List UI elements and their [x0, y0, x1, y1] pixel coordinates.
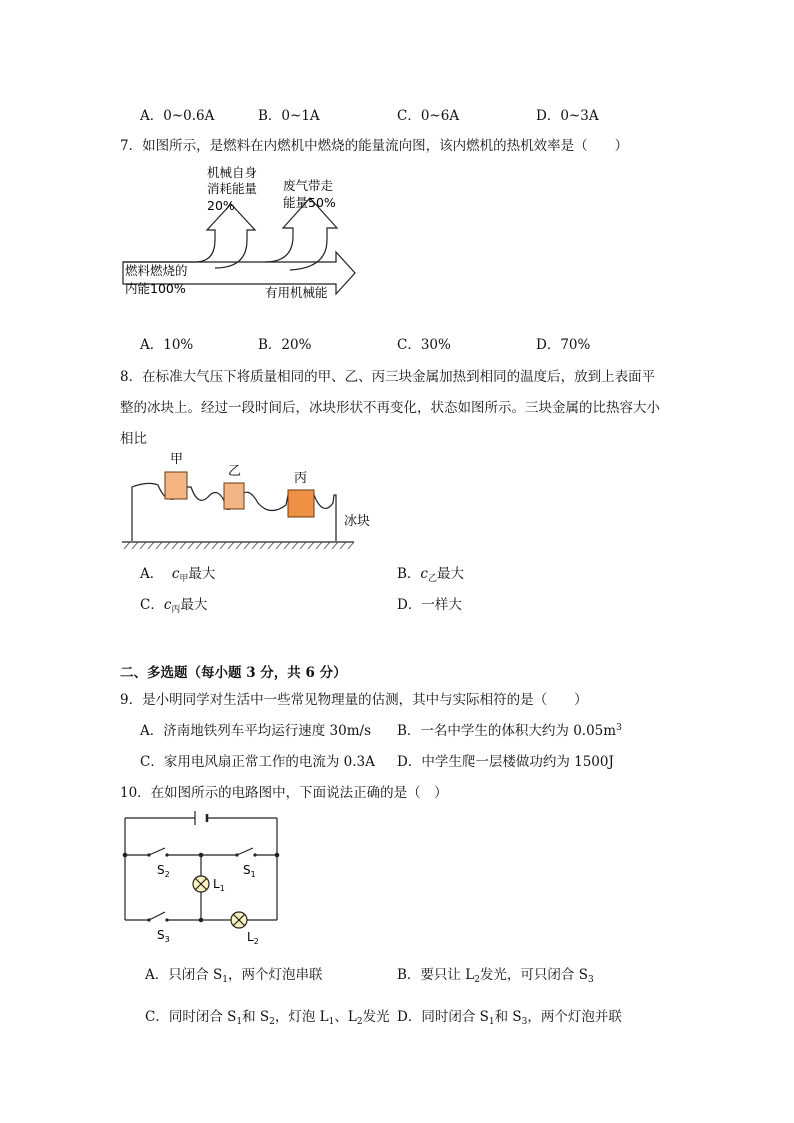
option-letter: A．	[140, 566, 164, 582]
label-bing: 丙	[294, 471, 308, 486]
option-text: 70%	[560, 337, 591, 353]
switch-s3-blade	[149, 912, 165, 920]
fuel-label-1: 燃料燃烧的	[125, 263, 188, 278]
option-text: B．一名中学生的体积大约为 0.05m	[397, 723, 617, 739]
label-jia: 甲	[170, 452, 184, 467]
q7-option-b	[258, 333, 311, 353]
option-text: 最大	[188, 566, 216, 582]
option-letter: B．	[258, 337, 282, 353]
option-letter: C．	[397, 337, 421, 353]
q8-option-b	[397, 562, 464, 584]
q8-ice-diagram	[118, 445, 388, 550]
option-letter: B．	[258, 108, 282, 124]
q9-option-d: D．中学生爬一层楼做功约为 1500J	[397, 754, 614, 770]
q10-option-d: D．同时闭合 $S_1$和 $S_3$，两个灯泡并联	[397, 1009, 622, 1027]
q6-option-a	[140, 104, 214, 124]
subscript: 甲	[179, 574, 189, 584]
ground-hatching	[124, 542, 354, 549]
mech-label-1: 机械自身	[207, 165, 258, 180]
metal-block-jia	[165, 472, 187, 499]
switch-s1-blade	[237, 848, 253, 855]
option-text: 20%	[281, 337, 312, 353]
option-text: 0~1A	[281, 108, 320, 124]
q7-option-c	[397, 333, 451, 353]
symbol-c: c	[163, 597, 172, 613]
q9-stem: 9．是小明同学对生活中一些常见物理量的估测，其中与实际相符的是（ ）	[120, 692, 588, 708]
label-s3: $S_3$	[157, 928, 170, 944]
q8-option-a	[140, 562, 215, 584]
mechanical-loss-arrow	[123, 204, 255, 268]
mech-label-3: 20%	[207, 198, 235, 213]
q8-stem-line-1: 8．在标准大气压下将质量相同的甲、乙、丙三块金属加热到相同的温度后，放到上表面平	[120, 369, 656, 385]
option-text: 最大	[437, 566, 464, 582]
mech-label-2: 消耗能量	[207, 181, 258, 196]
metal-block-yi	[224, 483, 244, 509]
q6-option-b	[258, 104, 320, 124]
subscript: 乙	[427, 574, 437, 584]
metal-block-bing	[288, 490, 314, 517]
option-letter: B．	[397, 566, 421, 582]
option-text: 一样大	[421, 597, 462, 613]
q10-option-c: C．同时闭合 $S_1$和 $S_2$，灯泡 $L_1$、$L_2$发光	[145, 1009, 390, 1027]
option-letter: A．	[140, 337, 164, 353]
q10-option-b: B．要只让 $L_2$发光，可只闭合 $S_3$	[397, 967, 594, 985]
option-text: 0~0.6A	[163, 108, 215, 124]
label-s1: $S_1$	[243, 863, 256, 879]
option-letter: D．	[536, 337, 561, 353]
option-letter: C．	[397, 108, 421, 124]
q8-stem-line-3: 相比	[120, 431, 147, 447]
option-text: 0~6A	[420, 108, 460, 124]
q10-circuit-diagram	[115, 808, 290, 948]
q9-option-a: A．济南地铁列车平均运行速度 30m/s	[140, 723, 371, 739]
q7-option-a	[140, 333, 193, 353]
section-heading: 二、多选题（每小题 3 分，共 6 分）	[120, 665, 347, 681]
switch-s2-blade	[149, 848, 165, 855]
label-yi: 乙	[228, 464, 242, 479]
lamp-l2-icon	[231, 912, 247, 928]
option-letter: D．	[397, 597, 422, 613]
q8-stem-line-2: 整的冰块上。经过一段时间后，冰块形状不再变化，状态如图所示。三块金属的比热容大小	[120, 400, 660, 416]
label-l2: $L_2$	[247, 930, 259, 946]
option-text: 10%	[163, 337, 194, 353]
lamp-l1-icon	[193, 876, 209, 892]
fuel-label-2: 内能100%	[125, 281, 186, 296]
superscript: 3	[616, 723, 622, 733]
label-s2: $S_2$	[157, 863, 170, 879]
q10-option-a: A．只闭合 $S_1$，两个灯泡串联	[145, 967, 323, 985]
option-text: 0~3A	[560, 108, 599, 124]
subscript: 丙	[171, 605, 181, 615]
q7-stem: 7．如图所示，是燃料在内燃机中燃烧的能量流向图，该内燃机的热机效率是（ ）	[120, 138, 629, 154]
option-text: 30%	[420, 337, 451, 353]
q9-option-b	[397, 719, 622, 739]
q9-option-c: C．家用电风扇正常工作的电流为 0.3A	[140, 754, 375, 770]
q6-option-d	[536, 104, 599, 124]
label-l1: $L_1$	[213, 877, 225, 893]
exhaust-label-2: 能量50%	[283, 195, 336, 210]
exhaust-label-1: 废气带走	[283, 178, 334, 193]
q8-option-c	[140, 593, 207, 615]
useful-label: 有用机械能	[265, 285, 328, 300]
option-text: 最大	[180, 597, 208, 613]
option-letter: A．	[140, 108, 164, 124]
label-ice: 冰块	[344, 514, 371, 529]
q10-stem: 10．在如图所示的电路图中，下面说法正确的是（ ）	[120, 785, 448, 801]
option-letter: C．	[140, 597, 164, 613]
q6-option-c	[397, 104, 459, 124]
q7-option-d	[536, 333, 590, 353]
option-letter: D．	[536, 108, 561, 124]
q8-option-d	[397, 593, 462, 613]
symbol-c: c	[171, 566, 180, 582]
symbol-c: c	[420, 566, 428, 582]
q7-energy-flow-diagram	[115, 160, 365, 310]
